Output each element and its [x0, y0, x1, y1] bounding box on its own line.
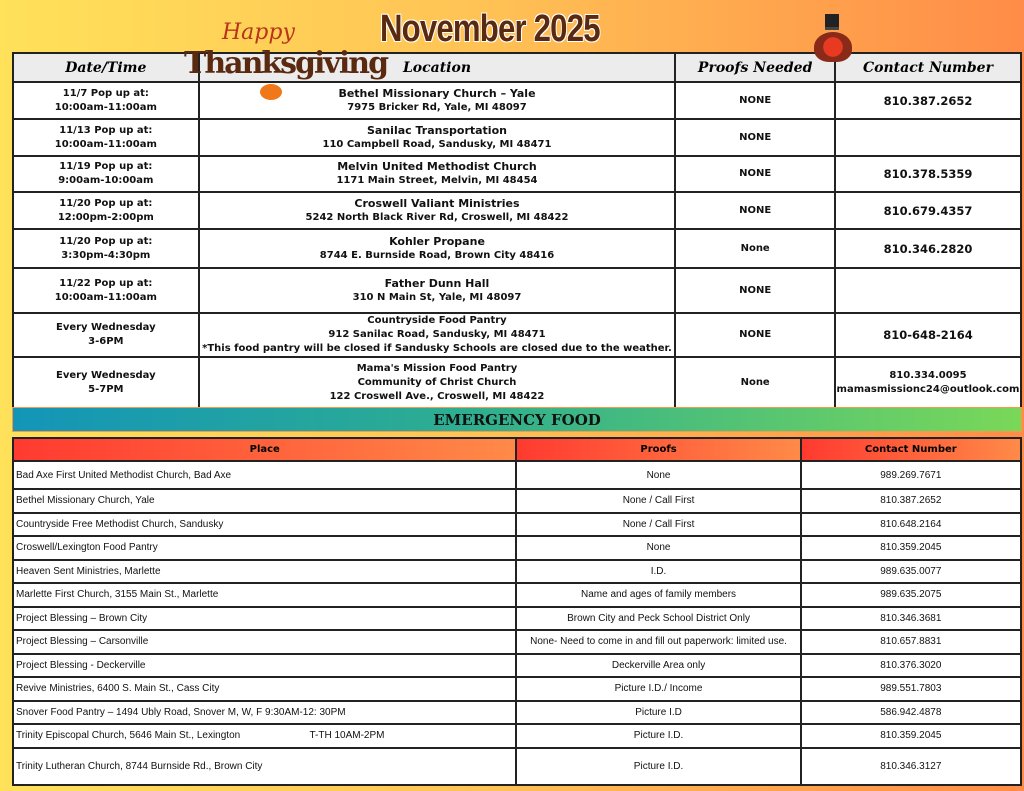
schedule-header: Date/Time: [13, 53, 199, 82]
schedule-contact-line: mamasmissionc24@outlook.com: [836, 384, 1020, 395]
logo-thanksgiving: Thanksgiving: [184, 46, 388, 81]
schedule-cell-proofs: None: [675, 357, 835, 409]
emergency-row: [13, 654, 1021, 678]
emergency-cell: Picture I.D./ Income: [516, 677, 800, 701]
schedule-row: [13, 192, 1021, 229]
emergency-row: [13, 583, 1021, 607]
schedule-cell-loc: [199, 156, 676, 192]
schedule-date-line: 10:00am-11:00am: [54, 291, 157, 303]
schedule-date-line: 12:00pm-2:00pm: [57, 211, 154, 223]
schedule-cell-date: [13, 357, 199, 409]
emergency-row: [13, 513, 1021, 537]
schedule-cell-contact: [835, 313, 1021, 357]
schedule-loc-line: Melvin United Methodist Church: [337, 160, 537, 173]
emergency-cell: 989.551.7803: [801, 677, 1021, 701]
emergency-food-banner: EMERGENCY FOOD: [12, 407, 1022, 432]
schedule-cell-proofs: None: [675, 229, 835, 268]
schedule-loc-line: 8744 E. Burnside Road, Brown City 48416: [319, 249, 555, 261]
emergency-cell: Bad Axe First United Methodist Church, Bad Axe: [13, 461, 516, 489]
schedule-cell-loc: [199, 268, 676, 313]
schedule-cell-contact: [835, 229, 1021, 268]
schedule-cell-proofs: NONE: [675, 192, 835, 229]
emergency-cell: Deckerville Area only: [516, 654, 800, 678]
schedule-loc-line: Countryside Food Pantry: [367, 315, 507, 326]
emergency-header: Place: [13, 438, 516, 461]
page-title: November 2025: [380, 8, 600, 50]
schedule-cell-date: [13, 192, 199, 229]
schedule-cell-date: [13, 268, 199, 313]
schedule-loc-line: 7975 Bricker Rd, Yale, MI 48097: [347, 101, 527, 113]
emergency-row: [13, 560, 1021, 584]
emergency-cell: Picture I.D.: [516, 724, 800, 748]
schedule-loc-line: *This food pantry will be closed if Sandusky Schools are closed due to the weather.: [202, 343, 672, 354]
emergency-cell: 810.387.2652: [801, 489, 1021, 513]
schedule-cell-loc: [199, 192, 676, 229]
schedule-loc-line: Sanilac Transportation: [367, 123, 507, 137]
happy-thanksgiving-logo: [182, 14, 388, 102]
schedule-loc-line: Kohler Propane: [389, 234, 485, 248]
schedule-cell-loc: [199, 313, 676, 357]
schedule-contact-line: 810.346.2820: [883, 241, 973, 256]
schedule-cell-date: [13, 119, 199, 156]
schedule-date-line: 10:00am-11:00am: [54, 101, 157, 113]
schedule-cell-proofs: NONE: [675, 119, 835, 156]
schedule-date-line: 11/20 Pop up at:: [59, 235, 153, 247]
emergency-cell: Brown City and Peck School District Only: [516, 607, 800, 631]
schedule-loc-line: Father Dunn Hall: [384, 276, 490, 290]
emergency-cell: 810.359.2045: [801, 724, 1021, 748]
emergency-cell: Trinity Episcopal Church, 5646 Main St., Lexington T-TH 10AM-2PM: [13, 724, 516, 748]
schedule-loc-line: Community of Christ Church: [357, 377, 517, 388]
emergency-cell: Name and ages of family members: [516, 583, 800, 607]
emergency-cell: 810.376.3020: [801, 654, 1021, 678]
schedule-date-line: 11/20 Pop up at:: [59, 197, 153, 209]
schedule-cell-date: [13, 156, 199, 192]
emergency-row: [13, 748, 1021, 785]
emergency-cell: Revive Ministries, 6400 S. Main St., Cass City: [13, 677, 516, 701]
schedule-loc-line: 5242 North Black River Rd, Croswell, MI 48422: [305, 211, 569, 223]
emergency-cell: Trinity Lutheran Church, 8744 Burnside Rd., Brown City: [13, 748, 516, 785]
schedule-row: [13, 229, 1021, 268]
schedule-date-line: 5-7PM: [88, 384, 124, 395]
emergency-row: [13, 489, 1021, 513]
emergency-cell: 810.359.2045: [801, 536, 1021, 560]
schedule-table: [12, 52, 1022, 410]
emergency-cell: 586.942.4878: [801, 701, 1021, 725]
emergency-cell: Bethel Missionary Church, Yale: [13, 489, 516, 513]
schedule-row: [13, 82, 1021, 119]
emergency-cell: Picture I.D: [516, 701, 800, 725]
emergency-row: [13, 701, 1021, 725]
schedule-cell-contact: [835, 119, 1021, 156]
schedule-row: [13, 156, 1021, 192]
schedule-loc-line: 1171 Main Street, Melvin, MI 48454: [336, 175, 538, 186]
emergency-cell: Countryside Free Methodist Church, Sandusky: [13, 513, 516, 537]
emergency-food-table: [12, 437, 1022, 786]
emergency-cell: 989.269.7671: [801, 461, 1021, 489]
emergency-cell: None / Call First: [516, 489, 800, 513]
schedule-cell-proofs: NONE: [675, 268, 835, 313]
emergency-header: Proofs: [516, 438, 800, 461]
schedule-loc-line: 912 Sanilac Road, Sandusky, MI 48471: [328, 329, 546, 340]
schedule-loc-line: 122 Croswell Ave., Croswell, MI 48422: [329, 391, 545, 402]
emergency-cell: 989.635.2075: [801, 583, 1021, 607]
emergency-cell: 810.648.2164: [801, 513, 1021, 537]
emergency-cell: I.D.: [516, 560, 800, 584]
schedule-loc-line: Bethel Missionary Church – Yale: [338, 86, 536, 100]
schedule-date-line: 10:00am-11:00am: [54, 138, 157, 150]
emergency-row: [13, 630, 1021, 654]
schedule-loc-line: 310 N Main St, Yale, MI 48097: [352, 291, 522, 303]
schedule-date-line: 11/19 Pop up at:: [59, 161, 153, 172]
emergency-cell: 810.657.8831: [801, 630, 1021, 654]
schedule-cell-date: [13, 313, 199, 357]
emergency-cell: Project Blessing - Deckerville: [13, 654, 516, 678]
schedule-cell-contact: [835, 268, 1021, 313]
schedule-date-line: 11/13 Pop up at:: [59, 124, 153, 136]
emergency-cell: Project Blessing – Brown City: [13, 607, 516, 631]
schedule-header: Location: [199, 53, 676, 82]
emergency-cell: Croswell/Lexington Food Pantry: [13, 536, 516, 560]
schedule-cell-date: [13, 229, 199, 268]
schedule-cell-loc: [199, 119, 676, 156]
schedule-cell-contact: [835, 82, 1021, 119]
emergency-row: [13, 677, 1021, 701]
schedule-contact-line: 810.679.4357: [883, 203, 973, 218]
schedule-row: [13, 268, 1021, 313]
emergency-cell: Picture I.D.: [516, 748, 800, 785]
schedule-cell-contact: [835, 192, 1021, 229]
pumpkin-icon: [260, 84, 282, 100]
logo-happy: Happy: [222, 20, 295, 45]
schedule-cell-contact: [835, 357, 1021, 409]
emergency-cell: None- Need to come in and fill out paperwork: limited use.: [516, 630, 800, 654]
emergency-cell: Project Blessing – Carsonville: [13, 630, 516, 654]
emergency-cell: Heaven Sent Ministries, Marlette: [13, 560, 516, 584]
emergency-header: Contact Number: [801, 438, 1021, 461]
schedule-header: Proofs Needed: [675, 53, 835, 82]
schedule-loc-line: Mama's Mission Food Pantry: [356, 363, 518, 374]
schedule-contact-line: 810.334.0095: [889, 370, 967, 381]
schedule-loc-line: 110 Campbell Road, Sandusky, MI 48471: [322, 138, 552, 150]
schedule-header: Contact Number: [835, 53, 1021, 82]
emergency-cell: Marlette First Church, 3155 Main St., Marlette: [13, 583, 516, 607]
schedule-date-line: Every Wednesday: [55, 322, 156, 333]
schedule-date-line: 11/7 Pop up at:: [62, 87, 149, 99]
schedule-date-line: 3:30pm-4:30pm: [61, 249, 151, 261]
schedule-cell-loc: [199, 357, 676, 409]
emergency-cell: None: [516, 536, 800, 560]
emergency-cell: None: [516, 461, 800, 489]
emergency-cell: 989.635.0077: [801, 560, 1021, 584]
schedule-date-line: 9:00am-10:00am: [58, 175, 154, 186]
schedule-contact-line: 810.378.5359: [883, 167, 973, 181]
schedule-loc-line: Croswell Valiant Ministries: [354, 196, 520, 210]
emergency-cell: 810.346.3681: [801, 607, 1021, 631]
schedule-cell-proofs: NONE: [675, 313, 835, 357]
emergency-row: [13, 536, 1021, 560]
emergency-cell: 810.346.3127: [801, 748, 1021, 785]
schedule-cell-contact: [835, 156, 1021, 192]
schedule-date-line: Every Wednesday: [55, 370, 156, 381]
schedule-date-line: 3-6PM: [88, 336, 124, 347]
schedule-cell-loc: [199, 229, 676, 268]
turkey-icon: [808, 14, 858, 64]
emergency-cell: None / Call First: [516, 513, 800, 537]
schedule-contact-line: 810.387.2652: [883, 93, 973, 108]
schedule-row: [13, 313, 1021, 357]
schedule-date-line: 11/22 Pop up at:: [59, 277, 153, 289]
schedule-cell-proofs: NONE: [675, 156, 835, 192]
schedule-cell-proofs: NONE: [675, 82, 835, 119]
schedule-cell-date: [13, 82, 199, 119]
schedule-contact-line: 810-648-2164: [883, 328, 973, 342]
emergency-cell: Snover Food Pantry – 1494 Ubly Road, Snover M, W, F 9:30AM-12: 30PM: [13, 701, 516, 725]
schedule-row: [13, 357, 1021, 409]
schedule-row: [13, 119, 1021, 156]
emergency-row: [13, 607, 1021, 631]
emergency-row: [13, 461, 1021, 489]
emergency-row: [13, 724, 1021, 748]
